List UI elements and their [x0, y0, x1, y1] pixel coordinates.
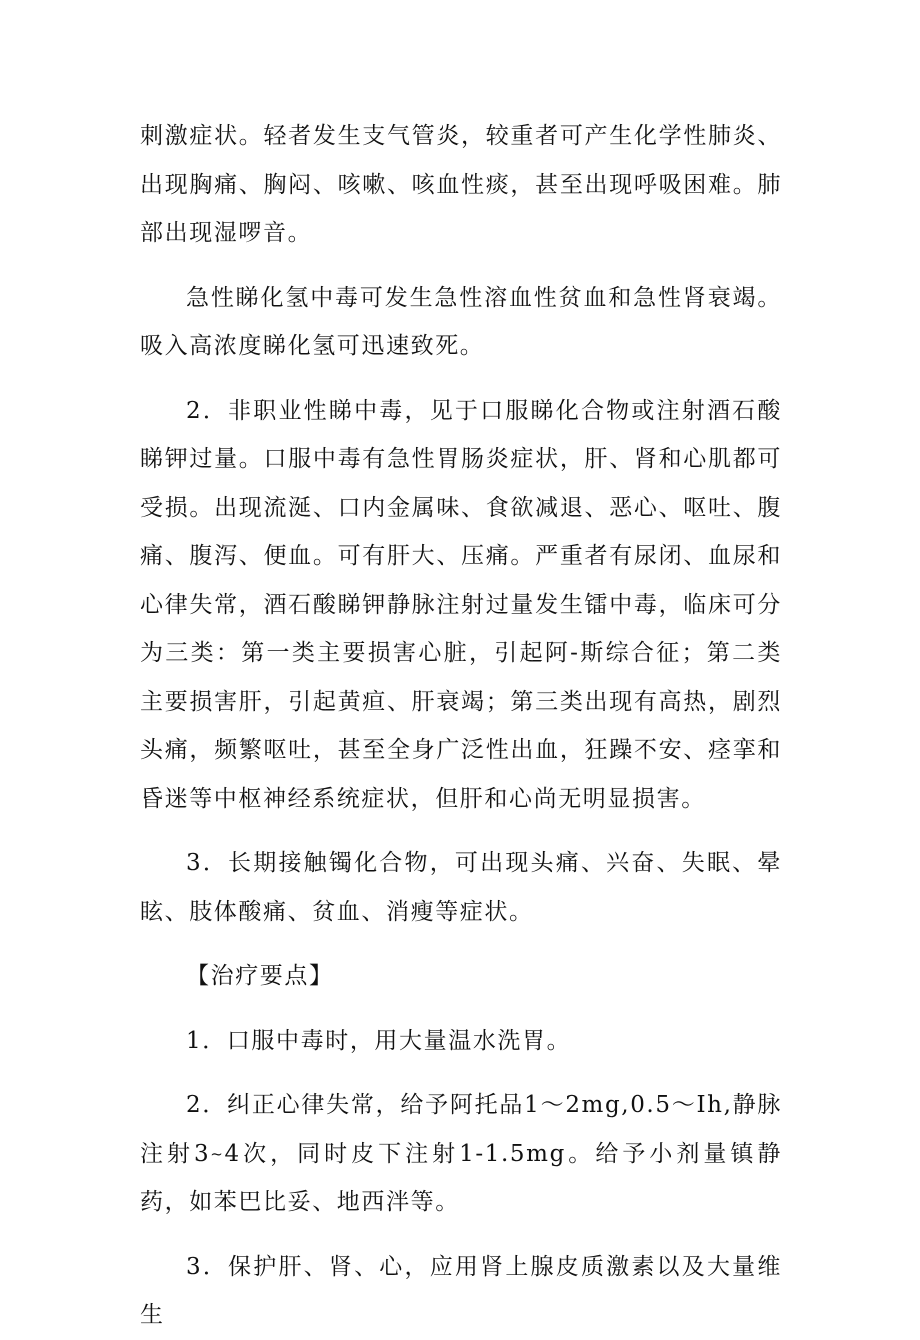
paragraph-acute-stibine-poisoning: 急性睇化氢中毒可发生急性溶血性贫血和急性肾衰竭。吸入高浓度睇化氢可迅速致死。 — [140, 284, 782, 359]
paragraph-non-occupational-poisoning: 2．非职业性睇中毒，见于口服睇化合物或注射酒石酸睇钾过量。口服中毒有急性胃肠炎症状，肝、肾和心肌都可受损。出现流涎、口内金属味、食欲减退、恶心、呕吐、腹痛、腹泻、便血。可有肝大、压痛。严重者有尿闭、血尿和心律失常，酒石酸睇钾静脉注射过量发生镭中毒，临床可分为三类：第一类主要损害心脏，引起阿-斯综合征；第二类主要损害肝，引起黄疸、肝衰竭；第三类出现有高热，剧烈头痛，频繁呕吐，甚至全身广泛性出血，狂躁不安、痉挛和昏迷等中枢神经系统症状，但肝和心尚无明显损害。 — [140, 397, 782, 812]
paragraph-organ-protection: 3．保护肝、肾、心，应用肾上腺皮质激素以及大量维生 — [140, 1253, 782, 1328]
tilde-mark: ~ — [210, 1144, 225, 1163]
paragraph-respiratory-symptoms: 刺激症状。轻者发生支气管炎，较重者可产生化学性肺炎、出现胸痛、胸闷、咳嗽、咳血性痰，甚至出现呼吸困难。肺部出现湿啰音。 — [140, 123, 782, 246]
arrhythmia-text-part-2: 4次，同时皮下注射1-1.5mg。给予小剂量镇静药，如苯巴比妥、地西泮等。 — [140, 1140, 782, 1215]
paragraph-chronic-exposure: 3．长期接触镯化合物，可出现头痛、兴奋、失眠、晕眩、肢体酸痛、贫血、消瘦等症状。 — [140, 850, 782, 925]
paragraph-arrhythmia-treatment — [140, 1081, 782, 1227]
paragraph-gastric-lavage: 1．口服中毒时，用大量温水洗胃。 — [186, 1027, 572, 1054]
document-body — [140, 112, 782, 1340]
arrhythmia-text-part-1: 2．纠正心律失常，给予阿托品1～2mg,0.5～Ih,静脉注射3 — [140, 1092, 782, 1167]
section-heading-treatment: 【治疗要点】 — [186, 963, 334, 989]
